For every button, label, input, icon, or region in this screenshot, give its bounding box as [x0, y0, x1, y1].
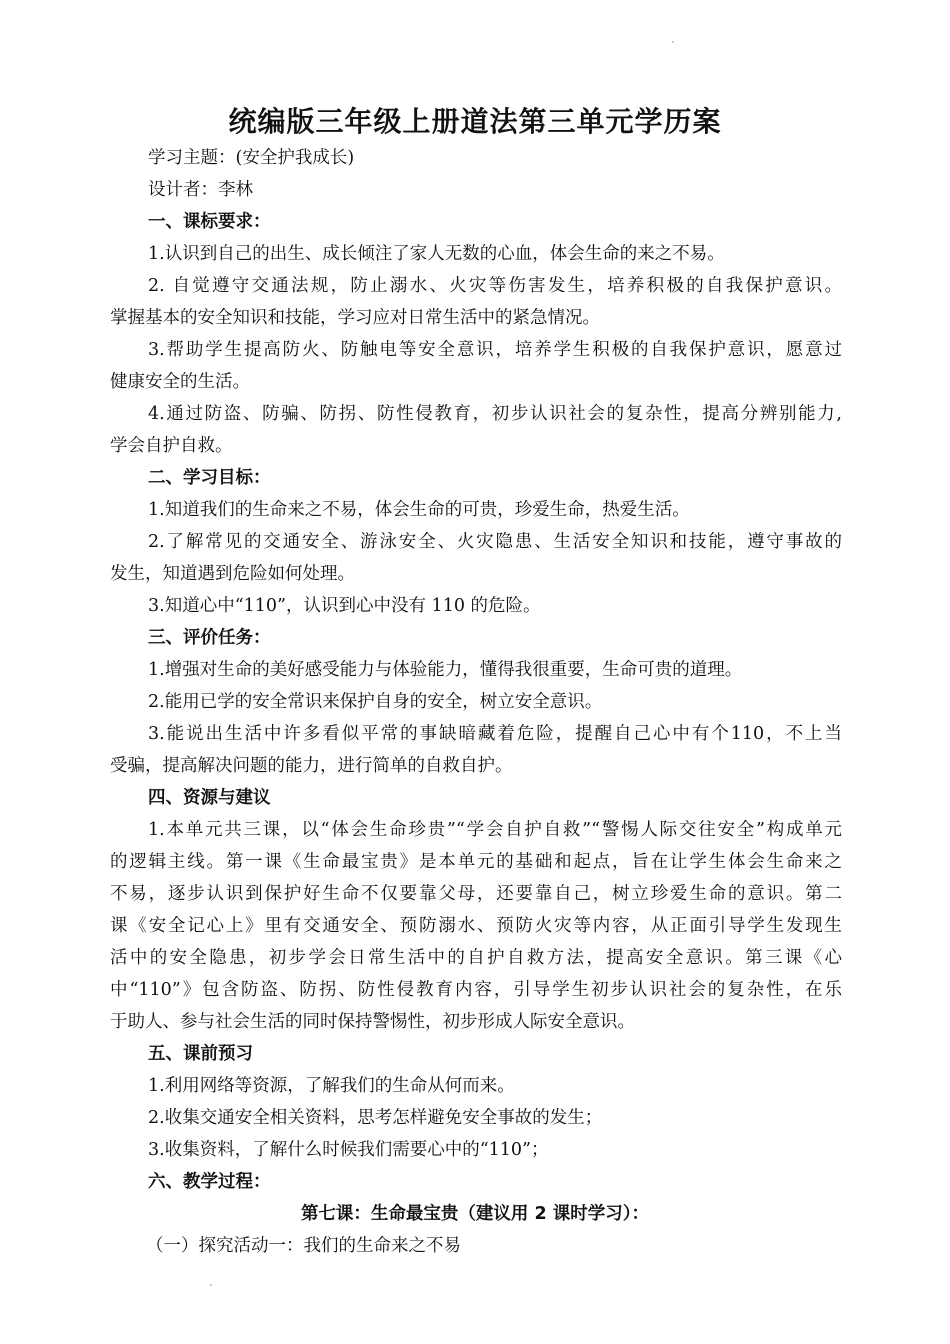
document-title: 统编版三年级上册道法第三单元学历案	[228, 105, 722, 138]
list-item: 3.知道心中“110”，认识到心中没有 110 的危险。	[148, 596, 541, 616]
list-item: 4.通过防盗、防骗、防拐、防性侵教育，初步认识社会的复杂性，提高分辨别能力,	[148, 404, 842, 424]
list-item: 3.能说出生活中许多看似平常的事缺暗藏着危险，提醒自己心中有个110，不上当	[148, 724, 842, 744]
list-item: 3.收集资料，了解什么时候我们需要心中的“110”；	[148, 1140, 549, 1160]
list-item: 2.了解常见的交通安全、游泳安全、火灾隐患、生活安全知识和技能，遵守事故的	[148, 532, 842, 552]
designer-line: 设计者：李林	[148, 180, 253, 200]
paragraph-line: 课《安全记心上》里有交通安全、预防溺水、预防火灾等内容，从正面引导学生发现生	[110, 916, 842, 936]
section-heading: 六、教学过程：	[148, 1172, 271, 1192]
paragraph-line: 活中的安全隐患，初步学会日常生活中的自护自救方法，提高安全意识。第三课《心	[110, 948, 842, 968]
list-item-continuation: 学会自护自救。	[110, 436, 233, 456]
list-item: 1.知道我们的生命来之不易，体会生命的可贵，珍爱生命，热爱生活。	[148, 500, 690, 520]
list-item-continuation: 掌握基本的安全知识和技能，学习应对日常生活中的紧急情况。	[110, 308, 600, 328]
section-heading: 三、评价任务：	[148, 628, 271, 648]
list-item-continuation: 健康安全的生活。	[110, 372, 250, 392]
scan-speck	[672, 41, 674, 43]
paragraph-line: 的逻辑主线。第一课《生命最宝贵》是本单元的基础和起点，旨在让学生体会生命来之	[110, 852, 842, 872]
list-item: 2. 自觉遵守交通法规，防止溺水、火灾等伤害发生，培养积极的自我保护意识。	[148, 276, 842, 296]
section-heading: 一、课标要求：	[148, 212, 271, 232]
list-item-continuation: 受骗，提高解决问题的能力，进行简单的自救自护。	[110, 756, 513, 776]
section-heading: 五、课前预习	[148, 1044, 253, 1064]
list-item: 1.增强对生命的美好感受能力与体验能力，懂得我很重要，生命可贵的道理。	[148, 660, 743, 680]
paragraph-line: 中“110”》包含防盗、防拐、防性侵教育内容，引导学生初步认识社会的复杂性，在乐	[110, 980, 842, 1000]
list-item: 1.认识到自己的出生、成长倾注了家人无数的心血，体会生命的来之不易。	[148, 244, 725, 264]
lesson-title: 第七课：生命最宝贵（建议用 2 课时学习）：	[300, 1204, 650, 1224]
list-item: 2.能用已学的安全常识来保护自身的安全，树立安全意识。	[148, 692, 603, 712]
activity-heading: （一）探究活动一：我们的生命来之不易	[146, 1236, 461, 1256]
paragraph-line: 1.本单元共三课，以“体会生命珍贵”“学会自护自救”“警惕人际交往安全”构成单元	[148, 820, 842, 840]
theme-line: 学习主题：(安全护我成长)	[148, 148, 355, 168]
scan-speck	[210, 1284, 212, 1286]
list-item: 1.利用网络等资源，了解我们的生命从何而来。	[148, 1076, 515, 1096]
section-heading: 四、资源与建议	[148, 788, 271, 808]
section-heading: 二、学习目标：	[148, 468, 271, 488]
list-item: 2.收集交通安全相关资料，思考怎样避免安全事故的发生；	[148, 1108, 603, 1128]
list-item: 3.帮助学生提高防火、防触电等安全意识，培养学生积极的自我保护意识，愿意过	[148, 340, 842, 360]
paragraph-line: 不易，逐步认识到保护好生命不仅要靠父母，还要靠自己，树立珍爱生命的意识。第二	[110, 884, 842, 904]
list-item-continuation: 发生，知道遇到危险如何处理。	[110, 564, 355, 584]
paragraph-line: 于助人、参与社会生活的同时保持警惕性，初步形成人际安全意识。	[110, 1012, 635, 1032]
